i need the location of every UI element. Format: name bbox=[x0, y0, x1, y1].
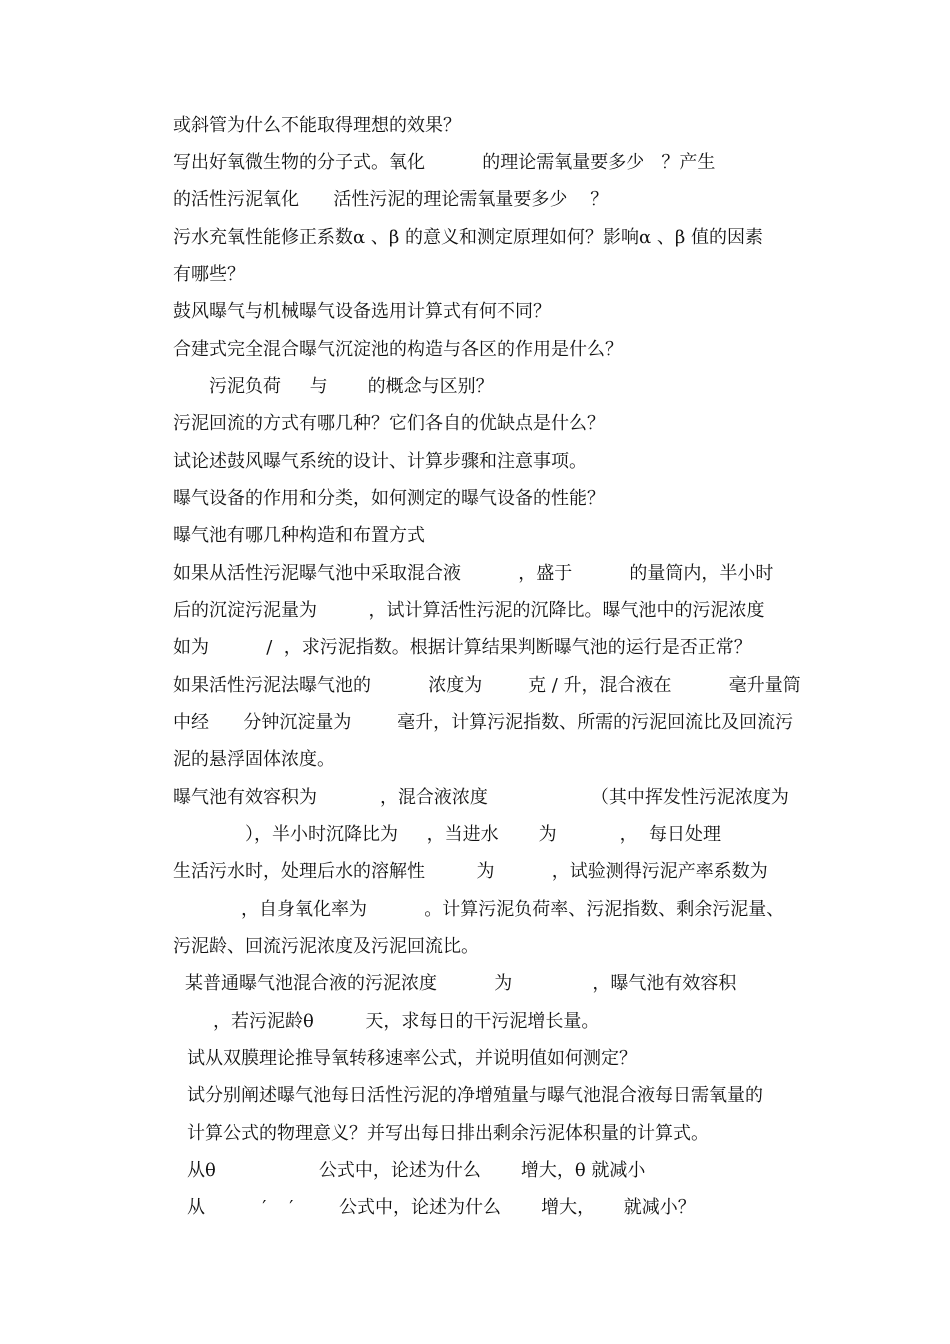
text-line: 污泥负荷 与 的概念与区别？ bbox=[209, 376, 494, 397]
text-line: 中经 分钟沉淀量为 毫升，计算污泥指数、所需的污泥回流比及回流污 bbox=[173, 712, 794, 733]
text-line: 曝气设备的作用和分类，如何测定的曝气设备的性能？ bbox=[173, 488, 605, 509]
text-line: 或斜管为什么不能取得理想的效果？ bbox=[173, 115, 461, 136]
text-line: 合建式完全混合曝气沉淀池的构造与各区的作用是什么？ bbox=[173, 339, 623, 360]
text-line: 如果从活性污泥曝气池中采取混合液 ，盛于 的量筒内，半小时 bbox=[173, 563, 774, 584]
text-line: 计算公式的物理意义？并写出每日排出剩余污泥体积量的计算式。 bbox=[187, 1123, 709, 1144]
text-line: 生活污水时，处理后水的溶解性 为 ，试验测得污泥产率系数为 bbox=[173, 861, 768, 882]
text-line: 鼓风曝气与机械曝气设备选用计算式有何不同？ bbox=[173, 301, 551, 322]
text-line: 从θ 公式中，论述为什么 增大，θ 就减小 bbox=[187, 1160, 646, 1181]
text-line: 的活性污泥氧化 活性污泥的理论需氧量要多少 ？ bbox=[173, 189, 609, 210]
text-line: 污水充氧性能修正系数α 、β 的意义和测定原理如何？影响α 、β 值的因素 bbox=[173, 227, 764, 248]
text-line: 后的沉淀污泥量为 ，试计算活性污泥的沉降比。曝气池中的污泥浓度 bbox=[173, 600, 765, 621]
text-line: 泥的悬浮固体浓度。 bbox=[173, 749, 335, 770]
text-line: 某普通曝气池混合液的污泥浓度 为 ，曝气池有效容积 bbox=[185, 973, 737, 994]
text-line: 有哪些？ bbox=[173, 264, 245, 285]
text-line: 曝气池有效容积为 ，混合液浓度 （其中挥发性污泥浓度为 bbox=[173, 787, 789, 808]
text-line: ，若污泥龄θ 天，求每日的干污泥增长量。 bbox=[213, 1011, 600, 1032]
text-line: 如果活性污泥法曝气池的 浓度为 克 / 升，混合液在 毫升量筒 bbox=[173, 675, 801, 696]
text-line: ），半小时沉降比为 ，当进水 为 ， 每日处理 bbox=[245, 824, 722, 845]
text-line: 曝气池有哪几种构造和布置方式 bbox=[173, 525, 425, 546]
text-line: 写出好氧微生物的分子式。氧化 的理论需氧量要多少 ？产生 bbox=[173, 152, 716, 173]
text-line: 从 ′ ′ 公式中，论述为什么 增大， 就减小？ bbox=[187, 1197, 696, 1218]
text-line: ，自身氧化率为 。计算污泥负荷率、污泥指数、剩余污泥量、 bbox=[241, 899, 785, 920]
text-line: 试论述鼓风曝气系统的设计、计算步骤和注意事项。 bbox=[173, 451, 587, 472]
text-line: 如为 / ，求污泥指数。根据计算结果判断曝气池的运行是否正常？ bbox=[173, 637, 752, 658]
text-line: 试从双膜理论推导氧转移速率公式，并说明值如何测定？ bbox=[187, 1048, 637, 1069]
text-line: 试分别阐述曝气池每日活性污泥的净增殖量与曝气池混合液每日需氧量的 bbox=[187, 1085, 763, 1106]
text-line: 污泥回流的方式有哪几种？它们各自的优缺点是什么？ bbox=[173, 413, 605, 434]
text-line: 污泥龄、回流污泥浓度及污泥回流比。 bbox=[173, 936, 479, 957]
